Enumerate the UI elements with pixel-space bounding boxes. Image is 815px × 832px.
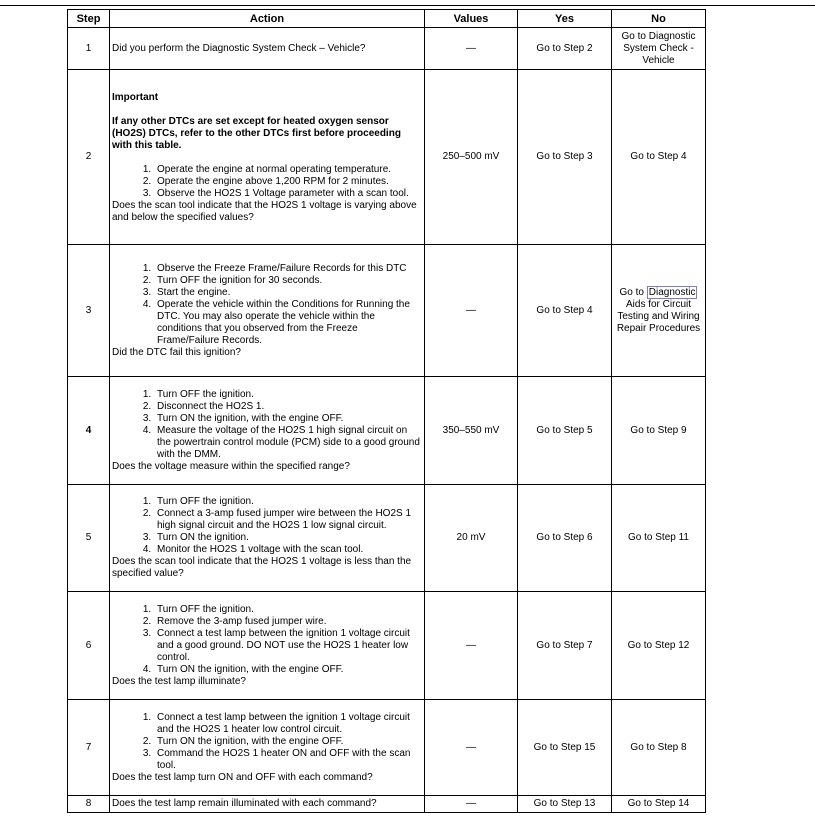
no-cell: Go to Step 14 bbox=[612, 796, 706, 813]
list-item: 3. Start the engine. bbox=[154, 287, 422, 299]
step-number: 4 bbox=[68, 377, 110, 485]
list-item: 2. Turn ON the ignition, with the engine OFF. bbox=[154, 736, 422, 748]
action-steps bbox=[112, 496, 422, 556]
no-prefix: Go to bbox=[619, 286, 647, 298]
step-number: 2 bbox=[68, 70, 110, 245]
action-cell bbox=[110, 485, 425, 592]
list-item: 2. Disconnect the HO2S 1. bbox=[154, 401, 422, 413]
list-item: 1. Operate the engine at normal operating temperature. bbox=[154, 164, 422, 176]
list-item: 2. Connect a 3-amp fused jumper wire between the HO2S 1 high signal circuit and the HO2S 1 low signal circuit. bbox=[154, 508, 422, 532]
yes-cell: Go to Step 6 bbox=[518, 485, 612, 592]
list-item: 3. Turn ON the ignition. bbox=[154, 532, 422, 544]
value-cell: — bbox=[425, 245, 518, 377]
action-cell bbox=[110, 245, 425, 377]
action-cell bbox=[110, 700, 425, 796]
diagnostic-link[interactable]: Diagnostic bbox=[648, 286, 696, 298]
question-text: Does the scan tool indicate that the HO2S 1 voltage is less than the specified value? bbox=[112, 556, 412, 579]
no-cell: Go to Step 4 bbox=[612, 70, 706, 245]
table-row-step-7 bbox=[68, 700, 706, 796]
list-item: 4. Monitor the HO2S 1 voltage with the scan tool. bbox=[154, 544, 422, 556]
important-title: Important bbox=[112, 92, 159, 103]
yes-cell: Go to Step 3 bbox=[518, 70, 612, 245]
action-cell bbox=[110, 28, 425, 70]
action-steps bbox=[112, 164, 422, 200]
page-top-rule bbox=[0, 5, 815, 6]
table-row-step-6 bbox=[68, 592, 706, 700]
yes-cell: Go to Step 15 bbox=[518, 700, 612, 796]
yes-cell: Go to Step 2 bbox=[518, 28, 612, 70]
list-item: 2. Turn OFF the ignition for 30 seconds. bbox=[154, 275, 422, 287]
value-cell: 250–500 mV bbox=[425, 70, 518, 245]
yes-cell: Go to Step 13 bbox=[518, 796, 612, 813]
action-steps bbox=[112, 604, 422, 676]
question-text: Does the scan tool indicate that the HO2S 1 voltage is varying above and below the specified values? bbox=[112, 200, 417, 223]
table-row-step-8 bbox=[68, 796, 706, 813]
list-item: 2. Remove the 3-amp fused jumper wire. bbox=[154, 616, 422, 628]
action-cell bbox=[110, 377, 425, 485]
table-row-step-3 bbox=[68, 245, 706, 377]
list-item: 3. Turn ON the ignition, with the engine OFF. bbox=[154, 413, 422, 425]
question-text: Does the voltage measure within the specified range? bbox=[112, 460, 350, 472]
step-number: 5 bbox=[68, 485, 110, 592]
no-cell: Go to Step 8 bbox=[612, 700, 706, 796]
list-item: 4. Turn ON the ignition, with the engine OFF. bbox=[154, 664, 422, 676]
yes-cell: Go to Step 7 bbox=[518, 592, 612, 700]
header-yes: Yes bbox=[518, 10, 612, 28]
header-action: Action bbox=[110, 10, 425, 28]
list-item: 1. Turn OFF the ignition. bbox=[154, 604, 422, 616]
value-cell: 350–550 mV bbox=[425, 377, 518, 485]
question-text: Did the DTC fail this ignition? bbox=[112, 346, 241, 358]
no-cell: Go to Step 9 bbox=[612, 377, 706, 485]
important-text: If any other DTCs are set except for heated oxygen sensor (HO2S) DTCs, refer to the other DTCs first before proceeding with this table. bbox=[112, 116, 401, 151]
value-cell: 20 mV bbox=[425, 485, 518, 592]
header-row bbox=[68, 10, 706, 28]
action-steps bbox=[112, 712, 422, 772]
step-number: 3 bbox=[68, 245, 110, 377]
value-cell: — bbox=[425, 28, 518, 70]
list-item: 4. Measure the voltage of the HO2S 1 high signal circuit on the powertrain control module (PCM) side to a good ground with the DMM. bbox=[154, 425, 422, 461]
list-item: 3. Connect a test lamp between the ignition 1 voltage circuit and a good ground. DO NOT use the HO2S 1 heater low control. bbox=[154, 628, 422, 664]
no-suffix: Aids for Circuit Testing and Wiring Repair Procedures bbox=[616, 298, 701, 334]
no-cell: Go to Diagnostic System Check - Vehicle bbox=[612, 28, 706, 70]
question-text: Does the test lamp remain illuminated with each command? bbox=[112, 798, 377, 809]
step-number: 1 bbox=[68, 28, 110, 70]
step-number: 7 bbox=[68, 700, 110, 796]
question-text: Does the test lamp illuminate? bbox=[112, 675, 246, 687]
action-steps bbox=[112, 263, 422, 347]
no-cell: Go to Step 11 bbox=[612, 485, 706, 592]
step-number: 6 bbox=[68, 592, 110, 700]
list-item: 1. Turn OFF the ignition. bbox=[154, 389, 422, 401]
list-item: 4. Operate the vehicle within the Conditions for Running the DTC. You may also operate the vehicle within the conditions that you observed from the Freeze Frame/Failure Records. bbox=[154, 299, 422, 347]
table-row-step-4 bbox=[68, 377, 706, 485]
value-cell: — bbox=[425, 796, 518, 813]
table-row-step-5 bbox=[68, 485, 706, 592]
header-step: Step bbox=[68, 10, 110, 28]
table-row-step-1 bbox=[68, 28, 706, 70]
list-item: 3. Command the HO2S 1 heater ON and OFF with the scan tool. bbox=[154, 748, 422, 772]
header-values: Values bbox=[425, 10, 518, 28]
yes-cell: Go to Step 5 bbox=[518, 377, 612, 485]
action-cell bbox=[110, 592, 425, 700]
action-cell bbox=[110, 70, 425, 245]
question-text: Did you perform the Diagnostic System Check – Vehicle? bbox=[112, 42, 366, 54]
list-item: 3. Observe the HO2S 1 Voltage parameter with a scan tool. bbox=[154, 188, 422, 200]
diagnostic-table bbox=[67, 9, 706, 813]
table-row-step-2 bbox=[68, 70, 706, 245]
action-cell bbox=[110, 796, 425, 813]
list-item: 2. Operate the engine above 1,200 RPM for 2 minutes. bbox=[154, 176, 422, 188]
value-cell: — bbox=[425, 700, 518, 796]
header-no: No bbox=[612, 10, 706, 28]
yes-cell: Go to Step 4 bbox=[518, 245, 612, 377]
no-cell: Go to Step 12 bbox=[612, 592, 706, 700]
step-number: 8 bbox=[68, 796, 110, 813]
list-item: 1. Turn OFF the ignition. bbox=[154, 496, 422, 508]
action-steps bbox=[112, 389, 422, 461]
list-item: 1. Connect a test lamp between the ignition 1 voltage circuit and the HO2S 1 heater low control circuit. bbox=[154, 712, 422, 736]
list-item: 1. Observe the Freeze Frame/Failure Records for this DTC bbox=[154, 263, 422, 275]
value-cell: — bbox=[425, 592, 518, 700]
question-text: Does the test lamp turn ON and OFF with each command? bbox=[112, 771, 373, 783]
no-cell bbox=[612, 245, 706, 377]
